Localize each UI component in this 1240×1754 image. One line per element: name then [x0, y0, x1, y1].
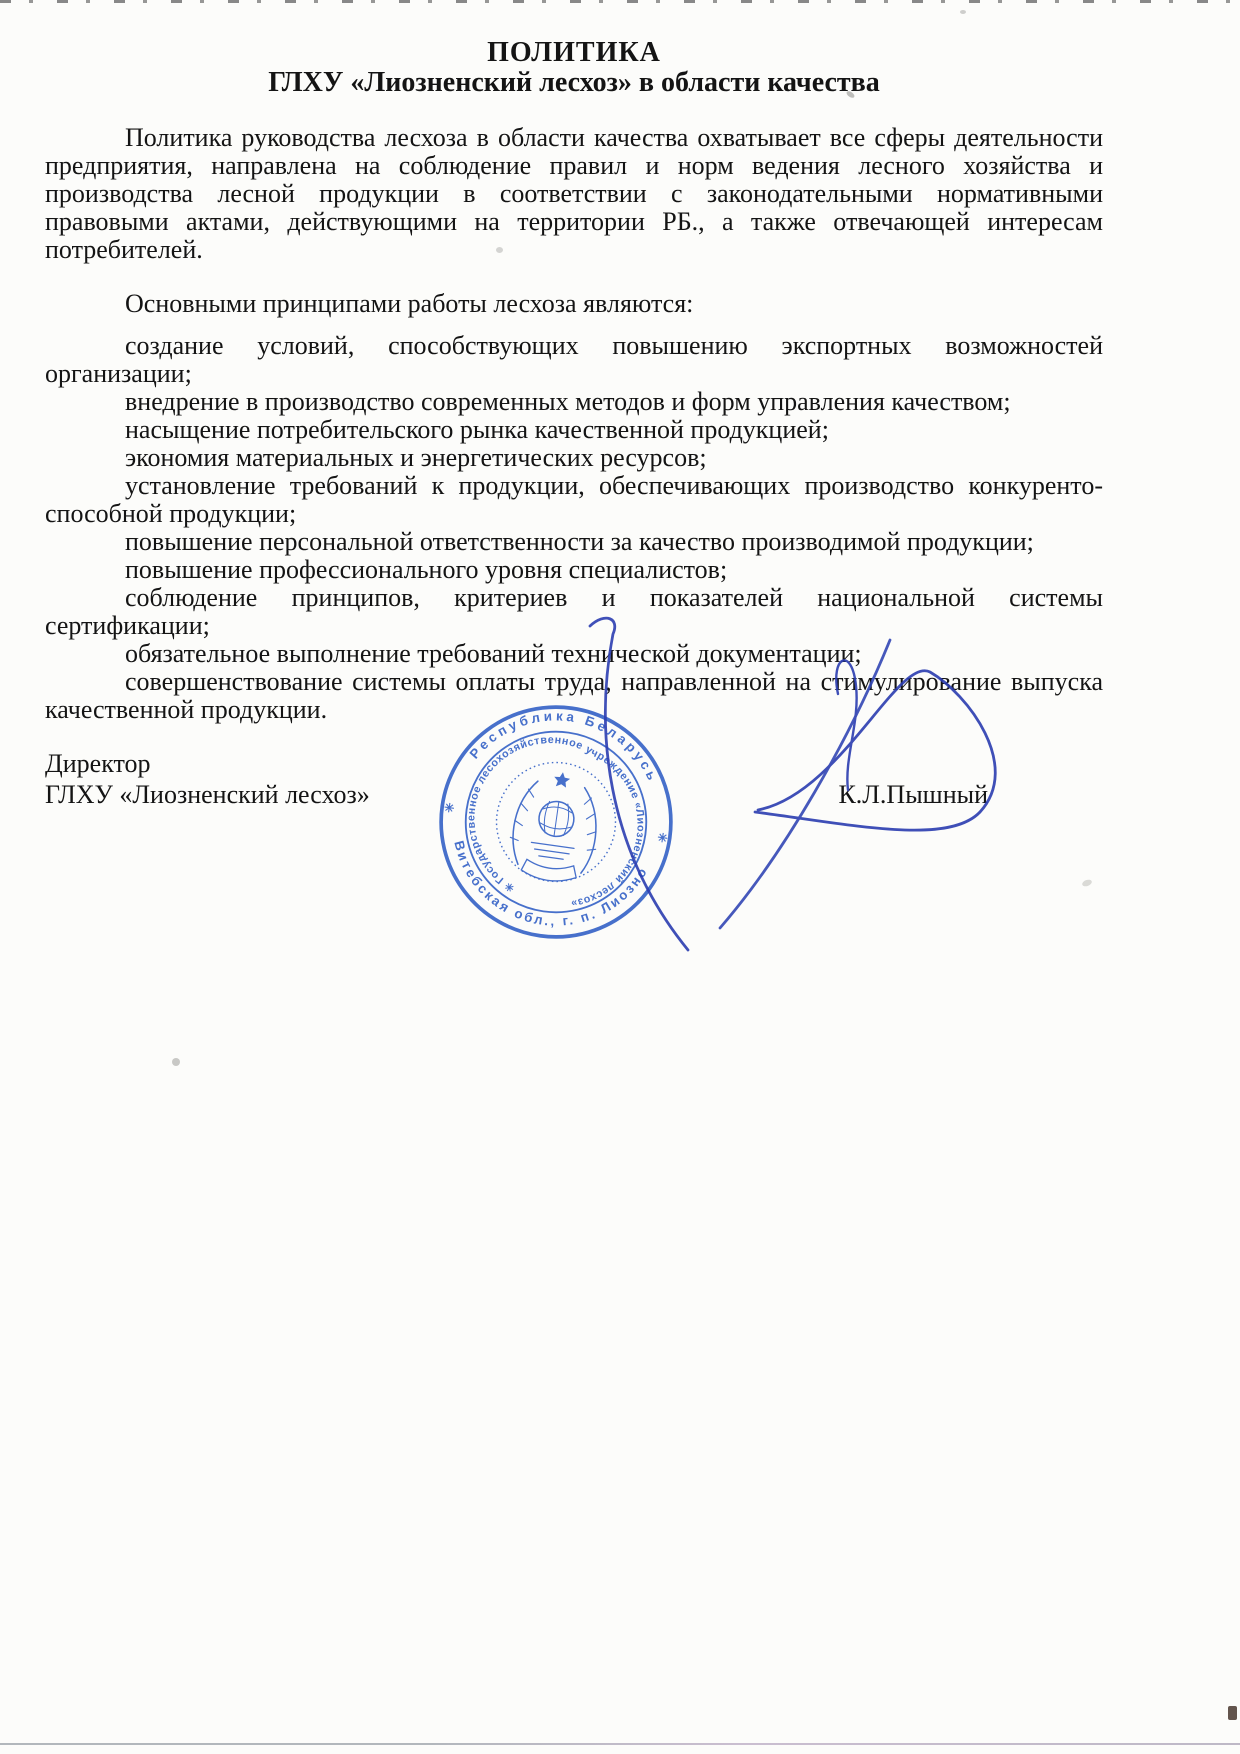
scan-artifact-corner-dot: [1228, 1706, 1237, 1720]
scan-artifact-top-edge: [0, 0, 1240, 3]
stamp-separator-right: ✳: [656, 830, 669, 846]
stamp-separator-left: ✳: [443, 800, 456, 816]
principle-item: совершенствование системы оплаты труда, направленной на стимулирование выпуска качественной продукции.: [45, 667, 1103, 724]
signer-role-line2: ГЛХУ «Лиозненский лесхоз»: [45, 780, 370, 809]
principle-item: обязательное выполнение требований технической документации;: [125, 639, 862, 668]
emblem-globe-lines: [539, 800, 574, 839]
stamp-inner-ring-text: ✳ Государственное лесохозяйственное учреждение «Лиозненский лесхоз»: [465, 734, 647, 910]
signer-role-line1: Директор: [45, 749, 151, 778]
official-round-stamp: [420, 686, 691, 957]
emblem-wreath-right: [573, 788, 602, 875]
stamp-ring-bottom-text: Витебская обл., г. п. Лиозно: [451, 839, 651, 929]
principle-item: соблюдение принципов, критериев и показателей национальной системы сертификации;: [45, 583, 1103, 640]
signer-name: К.Л.Пышный: [838, 780, 988, 809]
scan-artifact-bottom-edge: [0, 1743, 1240, 1745]
intro-paragraph: Политика руководства лесхоза в области качества охватывает все сферы деятельности предприятия, направлена на соблюдение правил и норм ведения лесного хозяйства и производства лесной продукции в соответствии с законодательными нормативными правовыми актами, действующими на территории РБ., а также отвечающей интересам потребителей.: [45, 123, 1103, 264]
principle-item: установление требований к продукции, обеспечивающих производство конкуренто-способной продукции;: [45, 471, 1103, 528]
belarus-emblem: [505, 766, 606, 886]
document-subtitle: ГЛХУ «Лиозненский лесхоз» в области качества: [268, 67, 880, 98]
principle-item: экономия материальных и энергетических ресурсов;: [125, 443, 707, 472]
emblem-wreath-left: [509, 779, 538, 866]
scan-artifact-speck: [1081, 878, 1092, 887]
principle-item: повышение персональной ответственности за качество производимой продукции;: [125, 527, 1034, 556]
principle-item: насыщение потребительского рынка качественной продукцией;: [125, 415, 829, 444]
emblem-ribbon: [520, 859, 577, 884]
principle-item: внедрение в производство современных методов и форм управления качеством;: [125, 387, 1011, 416]
scan-artifact-speck: [172, 1058, 180, 1066]
principle-item: повышение профессионального уровня специалистов;: [125, 555, 728, 584]
emblem-star: [553, 771, 571, 788]
emblem-sun-rays: [530, 842, 574, 860]
stamp-ring-top-text: Республика Беларусь: [466, 708, 662, 786]
principle-item: создание условий, способствующих повышению экспортных возможностей организации;: [45, 331, 1103, 388]
signer-role: [45, 748, 370, 810]
document-title: ПОЛИТИКА: [487, 37, 661, 68]
scan-artifact-speck: [960, 10, 966, 14]
principles-heading: Основными принципами работы лесхоза являются:: [125, 289, 694, 318]
document-body: [45, 38, 1103, 810]
principles-list: [45, 332, 1103, 724]
